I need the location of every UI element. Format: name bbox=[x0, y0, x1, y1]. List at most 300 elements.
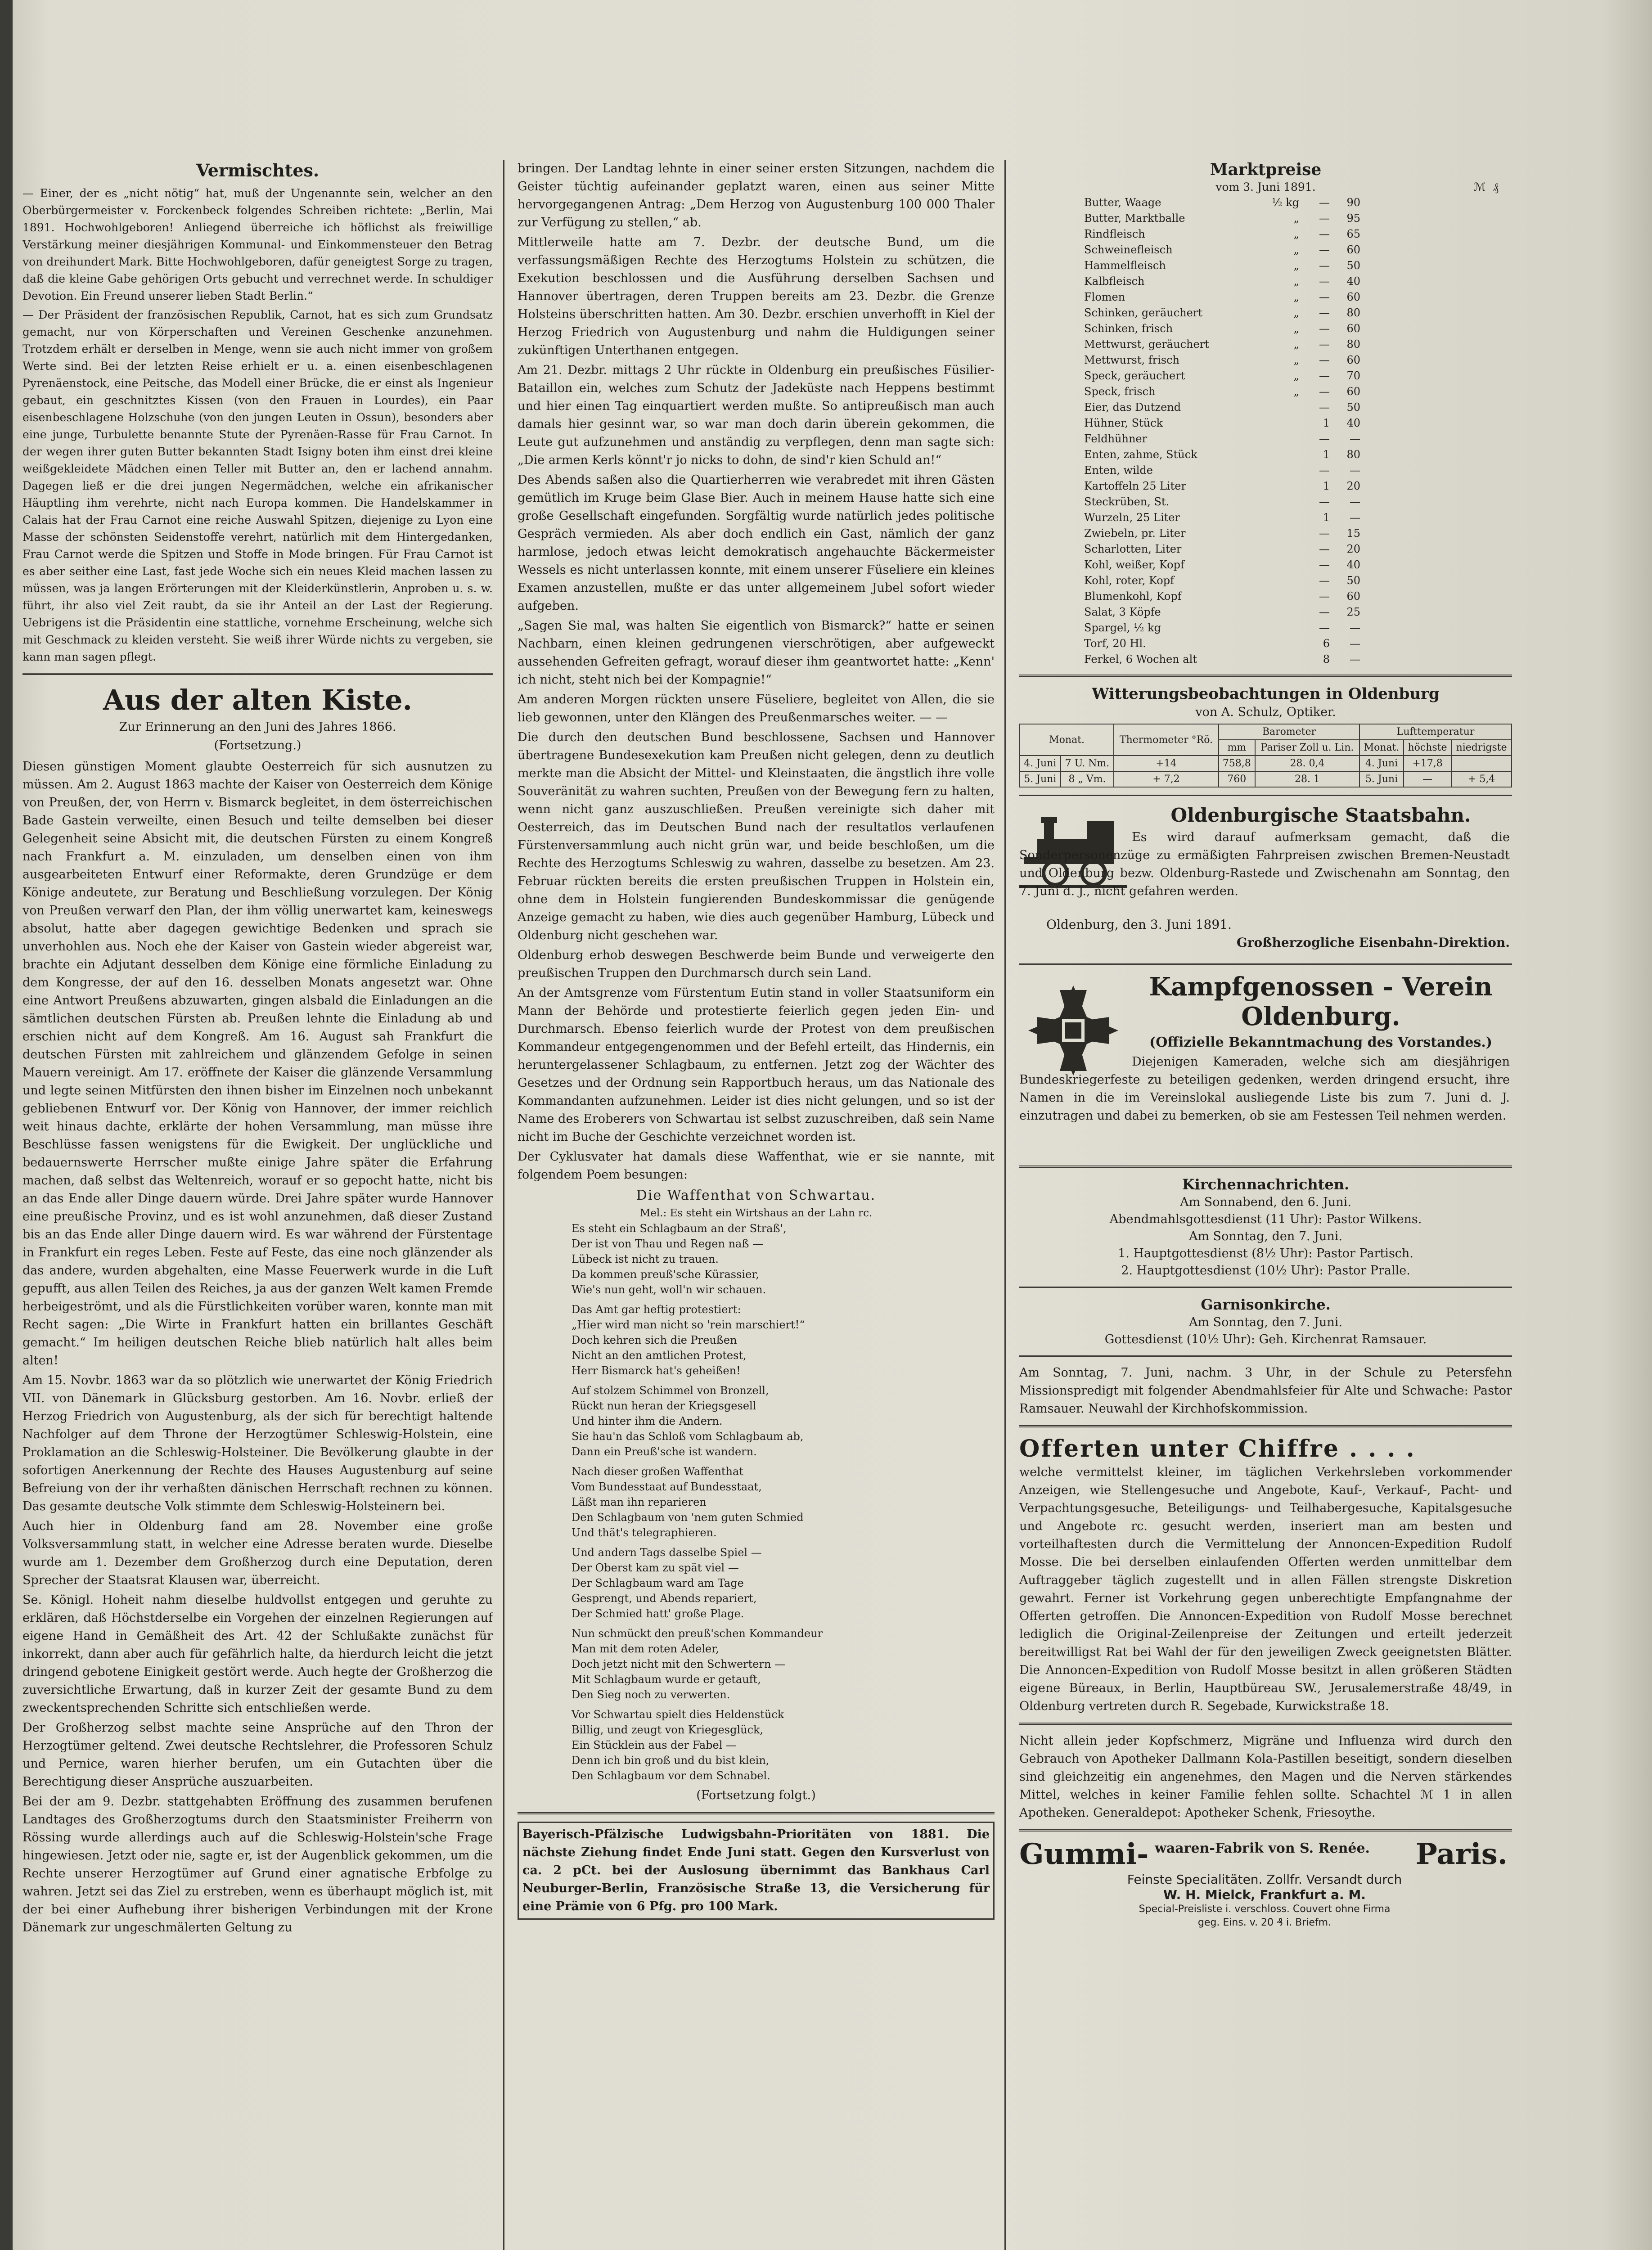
weather-row bbox=[1020, 771, 1512, 787]
article-paragraph: Se. Königl. Hoheit nahm dieselbe huldvollst entgegen und geruhte zu erklären, daß Höchstderselbe ein Vorgehen der einzelnen Regierungen auf eigene Hand in Gemäßheit des Art. 42 der Schlußakte zunächst für inkorrekt, dann aber auch für gefährlich halte, da hierdurch leicht die jetzt dringend gebotene Einigkeit gestört werde. Auch hegte der Großherzog die zuversichtliche Erwartung, daß in kurzer Zeit der gesamte Bund zu dem zweckentsprechenden Schritte sich entschließen werde. bbox=[23, 1593, 493, 1715]
market-mark: — bbox=[1319, 322, 1330, 335]
binding-edge bbox=[0, 0, 13, 2250]
poem-line bbox=[572, 1297, 995, 1302]
market-pfennig: 50 bbox=[1346, 574, 1360, 587]
market-mark: — bbox=[1319, 543, 1330, 555]
market-item: Steckrüben, St. bbox=[1084, 495, 1170, 508]
poem-line: Da kommen preuß'sche Kürassier, bbox=[572, 1268, 759, 1281]
market-row bbox=[1082, 589, 1362, 604]
market-item: Salat, 3 Köpfe bbox=[1084, 606, 1161, 618]
market-row bbox=[1082, 541, 1362, 557]
market-pfennig: 20 bbox=[1346, 543, 1360, 555]
staatsbahn-ad bbox=[1019, 803, 1512, 956]
market-unit: „ bbox=[1293, 338, 1299, 351]
poem-line: Den Schlagbaum vor dem Schnabel. bbox=[572, 1769, 770, 1782]
weather-cell: 28. 1 bbox=[1255, 771, 1359, 787]
kirchennachricht-line: Am Sonnabend, den 6. Juni. bbox=[1180, 1195, 1351, 1209]
market-item: Enten, zahme, Stück bbox=[1084, 448, 1197, 461]
gummi-line-4: Special-Preisliste i. verschloss. Couvert ohne Firma bbox=[1139, 1904, 1391, 1915]
market-item: Wurzeln, 25 Liter bbox=[1084, 511, 1180, 524]
ludwigsbahn-text: Bayerisch-Pfälzische Ludwigsbahn-Prioritäten von 1881. Die nächste Ziehung findet Ende Juni statt. Gegen den Kursverlust von ca. 2 pCt. bei der Auslosung übernimmt das Bankhaus Carl Neuburger-Berlin, Französische Straße 13, die Versicherung für eine Prämie von 6 Pfg. pro 100 Mark. bbox=[522, 1827, 990, 1913]
market-pfennig: 40 bbox=[1346, 558, 1360, 571]
poem-line: Wie's nun geht, woll'n wir schauen. bbox=[572, 1283, 766, 1296]
article-paragraph: Auch hier in Oldenburg fand am 28. November eine große Volksversammlung statt, in welcher eine Adresse beraten wurde. Dieselbe wurde am 1. Dezember dem Großherzog durch eine Deputation, deren Sprecher der Staatsrat Klausen war, überreicht. bbox=[23, 1519, 493, 1587]
market-mark: — bbox=[1319, 606, 1330, 618]
poem-line: Dann ein Preuß'sche ist wandern. bbox=[572, 1445, 757, 1458]
market-item: Kartoffeln 25 Liter bbox=[1084, 480, 1186, 492]
market-unit bbox=[1239, 526, 1301, 541]
poem-line: Man mit dem roten Adeler, bbox=[572, 1642, 719, 1655]
poem-line bbox=[572, 1459, 995, 1464]
market-pfennig: — bbox=[1350, 511, 1360, 524]
market-item: Blumenkohl, Kopf bbox=[1084, 590, 1182, 603]
market-row bbox=[1082, 226, 1362, 242]
poem-continuation: (Fortsetzung folgt.) bbox=[696, 1788, 816, 1802]
market-item: Feldhühner bbox=[1084, 432, 1148, 445]
market-unit bbox=[1239, 620, 1301, 636]
divider bbox=[1019, 675, 1512, 677]
market-item: Spargel, ½ kg bbox=[1084, 621, 1161, 634]
poem-line: Der Oberst kam zu spät viel — bbox=[572, 1562, 739, 1574]
market-item: Rindfleisch bbox=[1084, 228, 1145, 240]
market-unit bbox=[1239, 431, 1301, 447]
market-mark: — bbox=[1319, 228, 1330, 240]
kampfgenossen-place: Oldenburg. bbox=[1241, 1002, 1400, 1031]
market-pfennig: — bbox=[1350, 432, 1360, 445]
market-pfennig: — bbox=[1350, 495, 1360, 508]
weather-cell: +14 bbox=[1114, 756, 1219, 771]
market-pfennig: 60 bbox=[1346, 385, 1360, 398]
market-item: Enten, wilde bbox=[1084, 464, 1153, 477]
market-item: Kohl, roter, Kopf bbox=[1084, 574, 1174, 587]
kiste-subheading: Zur Erinnerung an den Juni des Jahres 1866. bbox=[119, 720, 396, 734]
market-pfennig: 80 bbox=[1346, 306, 1360, 319]
market-unit bbox=[1239, 573, 1301, 589]
article-paragraph: Am anderen Morgen rückten unsere Füseliere, begleitet von Allen, die sie lieb gewonnen, unter den Klängen des Preußenmarsches weiter. — — bbox=[518, 693, 995, 724]
poem-title: Die Waffenthat von Schwartau. bbox=[636, 1188, 876, 1203]
gummi-line-3: W. H. Mielck, Frankfurt a. M. bbox=[1163, 1887, 1366, 1902]
market-item: Hammelfleisch bbox=[1084, 259, 1166, 272]
market-row bbox=[1082, 510, 1362, 526]
market-unit: „ bbox=[1293, 369, 1299, 382]
market-unit: „ bbox=[1293, 259, 1299, 272]
poem-line: Läßt man ihn reparieren bbox=[572, 1496, 707, 1508]
market-pfennig: 80 bbox=[1346, 338, 1360, 351]
garnisonkirche-list bbox=[1019, 1314, 1512, 1348]
market-unit bbox=[1239, 415, 1301, 431]
market-date-row bbox=[1019, 180, 1512, 195]
market-unit bbox=[1239, 447, 1301, 463]
poem-line: Den Schlagbaum von 'nem guten Schmied bbox=[572, 1511, 804, 1524]
market-unit: „ bbox=[1293, 306, 1299, 319]
poem-line: Der Schmied hatt' große Plage. bbox=[572, 1607, 744, 1620]
market-row bbox=[1082, 652, 1362, 667]
gummi-line-2: Feinste Specialitäten. Zollfr. Versandt durch bbox=[1127, 1872, 1402, 1887]
weather-cell: 758,8 bbox=[1219, 756, 1255, 771]
market-mark: — bbox=[1319, 558, 1330, 571]
weather-heading: Witterungsbeobachtungen in Oldenburg bbox=[1092, 685, 1440, 703]
market-pfennig: 95 bbox=[1346, 212, 1360, 225]
kampfgenossen-ad bbox=[1019, 972, 1512, 1197]
staatsbahn-text: Es wird darauf aufmerksam gemacht, daß die Sonderpersonenzüge zu ermäßigten Fahrpreisen zwischen Bremen-Neustadt und Oldenburg bezw. Oldenburg-Rastede und Zwischenahn am Sonntag, den 7. Juni d. J., nicht gefahren werden. bbox=[1019, 830, 1510, 898]
market-pfennig: 20 bbox=[1346, 480, 1360, 492]
market-item: Schinken, geräuchert bbox=[1084, 306, 1202, 319]
market-item: Schweinefleisch bbox=[1084, 243, 1173, 256]
market-row bbox=[1082, 478, 1362, 494]
market-row bbox=[1082, 636, 1362, 652]
market-pfennig: 60 bbox=[1346, 354, 1360, 366]
weather-col-min: niedrigste bbox=[1451, 740, 1512, 756]
market-mark: — bbox=[1319, 259, 1330, 272]
market-mark: — bbox=[1319, 369, 1330, 382]
column-rule-2 bbox=[1004, 160, 1006, 2250]
market-pfennig: 60 bbox=[1346, 243, 1360, 256]
poem-line: Nicht an den amtlichen Protest, bbox=[572, 1349, 747, 1362]
market-heading: Marktpreise bbox=[1210, 160, 1322, 179]
poem-line: Herr Bismarck hat's geheißen! bbox=[572, 1364, 741, 1377]
vermischtes-heading: Vermischtes. bbox=[196, 160, 320, 180]
market-row bbox=[1082, 211, 1362, 226]
market-item: Torf, 20 Hl. bbox=[1084, 637, 1146, 650]
market-mark: — bbox=[1319, 385, 1330, 398]
article-paragraph: bringen. Der Landtag lehnte in einer seiner ersten Sitzungen, nachdem die Geister tüchtig aufeinander geplatzt waren, einen aus seiner Mitte hervorgegangenen Antrag: „Dem Herzog von Augustenburg 100 000 Thaler zur Verfügung zu stellen,“ ab. bbox=[518, 162, 995, 230]
kirchennachricht-line: 2. Hauptgottesdienst (10½ Uhr): Pastor Pralle. bbox=[1121, 1264, 1410, 1278]
market-unit bbox=[1239, 557, 1301, 573]
weather-cell: + 7,2 bbox=[1114, 771, 1219, 787]
column-middle bbox=[518, 160, 995, 2250]
kirchennachricht-line: Am Sonntag, den 7. Juni. bbox=[1188, 1229, 1342, 1243]
market-item: Zwiebeln, pr. Liter bbox=[1084, 527, 1186, 540]
divider bbox=[1019, 1723, 1512, 1725]
weather-cell: 760 bbox=[1219, 771, 1255, 787]
market-unit: „ bbox=[1293, 212, 1299, 225]
divider bbox=[518, 1812, 995, 1814]
weather-col-zoll: Pariser Zoll u. Lin. bbox=[1255, 740, 1359, 756]
weather-table bbox=[1019, 724, 1512, 788]
market-unit: „ bbox=[1293, 291, 1299, 303]
market-row bbox=[1082, 557, 1362, 573]
kampfgenossen-subheading: (Offizielle Bekanntmachung des Vorstandes.) bbox=[1149, 1035, 1492, 1050]
market-row bbox=[1082, 195, 1362, 211]
article-paragraph: An der Amtsgrenze vom Fürstentum Eutin stand in voller Staatsuniform ein Mann der Behörde und protestierte feierlich gegen jeden Ein- und Durchmarsch. Ebenso feierlich wurde der Protest von dem preußischen Kommandeur entgegengenommen und der Befehl erteilt, das Hindernis, ein heruntergelassener Schlagbaum, zu entfernen. Jetzt zog der Wächter des Gesetzes und der Ordnung sein Rapportbuch heraus, um das Nationale des Kommandanten aufzunehmen. Leider ist dies nicht gelungen, und so ist der Name des Eroberers von Schwartau ist selbst zuzuschreiben, daß sein Name nicht im Buche der Geschichte verzeichnet worden ist. bbox=[518, 986, 995, 1144]
poem-line: Nun schmückt den preuß'schen Kommandeur bbox=[572, 1627, 823, 1640]
weather-cell: 4. Juni bbox=[1020, 756, 1061, 771]
article-paragraph: Der Cyklusvater hat damals diese Waffenthat, wie er sie nannte, mit folgendem Poem besungen: bbox=[518, 1150, 995, 1182]
market-row bbox=[1082, 242, 1362, 258]
poem-line bbox=[572, 1540, 995, 1545]
market-mark: — bbox=[1319, 212, 1330, 225]
market-item: Speck, frisch bbox=[1084, 385, 1156, 398]
poem-line: Lübeck ist nicht zu trauen. bbox=[572, 1253, 719, 1265]
weather-col-mm: mm bbox=[1219, 740, 1255, 756]
kirchennachricht-line: 1. Hauptgottesdienst (8½ Uhr): Pastor Partisch. bbox=[1118, 1246, 1413, 1260]
market-row bbox=[1082, 305, 1362, 321]
market-mark: — bbox=[1319, 275, 1330, 288]
weather-group-barometer: Barometer bbox=[1219, 724, 1359, 740]
market-unit bbox=[1239, 400, 1301, 415]
weather-cell: +17,8 bbox=[1404, 756, 1451, 771]
article-paragraph: Bei der am 9. Dezbr. stattgehabten Eröffnung des zusammen berufenen Landtages des Großherzogtums durch den Staatsminister Freiherrn von Rössing wurde allerdings auch auf die Schleswig-Holstein'sche Frage hingewiesen. Jetzt oder nie, sagte er, ist der Augenblick gekommen, um die Rechte unserer Herzogtümer auf Grund einer agnatische Erbfolge zu wahren. Jetzt sei das Ziel zu erstreben, wenn es überhaupt möglich ist, mit der bei einer Aufhebung ihrer bisherigen Verbindungen mit der Krone Dänemark zur ungeschmälerten Geltung zu bbox=[23, 1795, 493, 1935]
market-item: Scharlotten, Liter bbox=[1084, 543, 1182, 555]
divider bbox=[1019, 795, 1512, 796]
market-item: Kalbfleisch bbox=[1084, 275, 1145, 288]
market-unit bbox=[1239, 463, 1301, 478]
poem-line: Vor Schwartau spielt dies Heldenstück bbox=[572, 1708, 784, 1721]
poem-line: Es steht ein Schlagbaum an der Straß', bbox=[572, 1222, 787, 1235]
vermischtes-paragraph: — Einer, der es „nicht nötig“ hat, muß der Ungenannte sein, welcher an den Oberbürgermeister v. Forckenbeck folgendes Schreiben richtete: „Berlin, Mai 1891. Hochwohlgeboren! Anliegend überreiche ich höflichst als freiwillige Verstärkung meiner diesjährigen Kommunal- und Einkommensteuer den Betrag von dreihundert Mark. Bitte Hochwohlgeboren, dafür geneigtest Sorge zu tragen, daß die kleine Gabe gehörigen Orts gebucht und verrechnet werde. In schuldiger Devotion. Ein Freund unserer lieben Stadt Berlin.“ bbox=[23, 187, 493, 302]
market-row bbox=[1082, 274, 1362, 289]
market-row bbox=[1082, 431, 1362, 447]
article-paragraph: Oldenburg erhob deswegen Beschwerde beim Bunde und verweigerte den preußischen Truppen den Durchmarsch durch sein Land. bbox=[518, 948, 995, 980]
market-row bbox=[1082, 368, 1362, 384]
weather-col-month2: Monat. bbox=[1359, 740, 1404, 756]
article-paragraph: Die durch den deutschen Bund beschlossene, Sachsen und Hannover übertragene Bundesexekution kam Preußen nicht gelegen, denn zu deutlich merkte man die Absicht der Mittel- und Kleinstaaten, die ängstlich ihre volle Souveränität zu wahren suchten, Preußen von der Bewegung fern zu halten, wenn nicht ganz auszuschließen. Preußen vereinigte sich daher mit Oesterreich, das im Deutschen Bund nach der resultatlos verlaufenen Fürstenversammlung auch nicht grün war, und beide beschloßen, um die Rechte des Herzogtums Schleswig zu wahren, dasselbe zu besetzen. Am 23. Februar rückten bereits die ersten preußischen Truppen in Holstein ein, ohne dem in Holstein fungierenden Bundeskommissar die genügende Anzeige gemacht zu haben, wie dies auch gegenüber Hamburg, Lübeck und Oldenburg nicht geschehen war. bbox=[518, 730, 995, 942]
market-mark: — bbox=[1319, 354, 1330, 366]
divider bbox=[1019, 1829, 1512, 1832]
market-row bbox=[1082, 384, 1362, 400]
staatsbahn-date: Oldenburg, den 3. Juni 1891. bbox=[1046, 917, 1232, 932]
poem-line bbox=[572, 1621, 995, 1626]
market-unit bbox=[1239, 589, 1301, 604]
poem-line: Und andern Tags dasselbe Spiel — bbox=[572, 1546, 762, 1559]
market-mark: 1 bbox=[1323, 480, 1330, 492]
market-item: Eier, das Dutzend bbox=[1084, 401, 1181, 414]
gummi-line-5: geg. Eins. v. 20 ₰ i. Briefm. bbox=[1197, 1917, 1332, 1928]
market-mark: — bbox=[1319, 527, 1330, 540]
market-unit: „ bbox=[1293, 322, 1299, 335]
gummi-paris: Paris. bbox=[1415, 1837, 1508, 1871]
market-row bbox=[1082, 604, 1362, 620]
market-item: Butter, Waage bbox=[1084, 196, 1161, 209]
market-mark: 1 bbox=[1323, 448, 1330, 461]
market-pfennig: 90 bbox=[1346, 196, 1360, 209]
market-pfennig: 60 bbox=[1346, 322, 1360, 335]
gummi-fabrik: waaren-Fabrik von S. Renée. bbox=[1155, 1840, 1370, 1856]
poem-line: Und hinter ihm die Andern. bbox=[572, 1415, 723, 1427]
market-mark: — bbox=[1319, 291, 1330, 303]
kiste-heading: Aus der alten Kiste. bbox=[103, 684, 413, 716]
poem-line: Doch kehren sich die Preußen bbox=[572, 1334, 737, 1346]
market-row bbox=[1082, 289, 1362, 305]
kirchennachrichten-heading: Kirchennachrichten. bbox=[1182, 1176, 1350, 1193]
article-paragraph: Am 15. Novbr. 1863 war da so plötzlich wie unerwartet der König Friedrich VII. von Dänemark in Glücksburg gestorben. Am 16. Novbr. erließ der Herzog Friedrich von Augustenburg, als der sich für berechtigt haltende Nachfolger auf dem Throne der Herzogtümer Schleswig-Holstein, eine Proklamation an die Schleswig-Holsteiner. Die Bevölkerung glaubte in der sofortigen Anerkennung der Rechte des Hauses Augustenburg auf seine Befreiung von der ihr verhaßten dänischen Herrschaft rechnen zu können. Das gesamte deutsche Volk stimmte dem Schleswig-Holsteinern bei. bbox=[23, 1373, 493, 1513]
poem-line: Ein Stücklein aus der Fabel — bbox=[572, 1739, 737, 1751]
offerten-heading: Offerten unter Chiffre . . . . bbox=[1019, 1435, 1416, 1462]
article-paragraph: Am 21. Dezbr. mittags 2 Uhr rückte in Oldenburg ein preußisches Füsilier-Bataillon ein, welches zum Schutz der Jadeküste nach Heppens bestimmt und hier einen Tag einquartiert werden mußte. So antipreußisch man auch damals hier gesinnt war, so war man doch darin überein gekommen, die Leute gut aufzunehmen und anständig zu verpflegen, denn man sagte sich: „Die armen Kerls könnt'r jo nicks to dohn, de sind'r kien Schuld an!“ bbox=[518, 363, 995, 467]
market-mark: 6 bbox=[1323, 637, 1330, 650]
poem-line: „Hier wird man nicht so 'rein marschiert!“ bbox=[572, 1318, 805, 1331]
market-row bbox=[1082, 463, 1362, 478]
garnisonkirche-heading: Garnisonkirche. bbox=[1201, 1296, 1331, 1313]
kirchennachrichten-list bbox=[1019, 1194, 1512, 1279]
market-item: Mettwurst, frisch bbox=[1084, 354, 1180, 366]
market-pfennig: 50 bbox=[1346, 259, 1360, 272]
weather-cell: 8 „ Vm. bbox=[1061, 771, 1114, 787]
market-unit bbox=[1239, 478, 1301, 494]
weather-cell: 7 U. Nm. bbox=[1061, 756, 1114, 771]
market-unit: ½ kg bbox=[1272, 196, 1299, 209]
market-row bbox=[1082, 337, 1362, 352]
column-right bbox=[1019, 160, 1512, 2250]
weather-subheading: von A. Schulz, Optiker. bbox=[1195, 705, 1336, 719]
weather-group-lufttemp: Lufttemperatur bbox=[1359, 724, 1512, 740]
staatsbahn-heading: Oldenburgische Staatsbahn. bbox=[1170, 804, 1471, 826]
article-paragraph: „Sagen Sie mal, was halten Sie eigentlich von Bismarck?“ hatte er seinen Nachbarn, einen kleinen gedrungenen vierschrötigen, aber aufgeweckt aussehenden Gefreiten gefragt, worauf dieser ihm geantwortet hatte: „Kenn' ich nicht, steht nich bei der Kompagnie!“ bbox=[518, 619, 995, 687]
market-row bbox=[1082, 415, 1362, 431]
market-unit bbox=[1239, 510, 1301, 526]
weather-cell: 4. Juni bbox=[1359, 756, 1404, 771]
divider bbox=[23, 673, 493, 675]
garnisonkirche-line: Am Sonntag, den 7. Juni. bbox=[1188, 1315, 1342, 1329]
garnisonkirche-line: Gottesdienst (10½ Uhr): Geh. Kirchenrat Ramsauer. bbox=[1104, 1332, 1427, 1346]
article-paragraph: Des Abends saßen also die Quartierherren wie verabredet mit ihren Gästen gemütlich im Kruge beim Glase Bier. Auch in meinem Hause hatte sich eine große Gesellschaft eingefunden. Sorgfältig wurde natürlich jedes politische Gespräch vermieden. Als aber doch endlich ein Gast, nämlich der ganz harmlose, jedoch etwas leicht demokratisch angehauchte Bäckermeister Wessels es nicht unterlassen konnte, mit einem unserer Füseliere ein kleines Examen anzustellen, mußte er das unter allgemeinem Jubel sofort wieder aufgeben. bbox=[518, 473, 995, 613]
market-pfennig: 25 bbox=[1346, 606, 1360, 618]
market-pfennig: 50 bbox=[1346, 401, 1360, 414]
poem-line: Gesprengt, und Abends repariert, bbox=[572, 1592, 757, 1605]
market-pfennig: 60 bbox=[1346, 291, 1360, 303]
market-row bbox=[1082, 620, 1362, 636]
offerten-text: welche vermittelst kleiner, im täglichen Verkehrsleben vorkommender Anzeigen, wie Stellengesuche und Angebote, Kauf-, Verkauf-, Pacht- und Verpachtungsgesuche, Beteiligungs- und Teilhabergesuche, Kapitalsgesuche und Angebote rc. gesucht werden, inseriert man am besten und vorteilhaftesten durch die Vermittelung der Annoncen-Expedition Rudolf Mosse. Die bei derselben einlaufenden Offerten werden unmittelbar dem Auftraggeber täglich zugestellt und in allen Fällen strengste Diskretion gewahrt. Ferner ist Vorkehrung gegen unberechtigte Empfangnahme der Offerten getroffen. Die Annoncen-Expedition von Rudolf Mosse berechnet lediglich die Original-Zeilenpreise der Zeitungen und erteilt jederzeit bereitwilligst Rat bei Wahl der für den jeweiligen Zweck geeignetsten Blätter. Die Annoncen-Expedition von Rudolf Mosse besitzt in allen größeren Städten eigene Büreaux, in Berlin, Hauptbüreau SW., Jerusalemerstraße 48/49, in Oldenburg vertreten durch R. Segebade, Kurwickstraße 18. bbox=[1019, 1465, 1512, 1713]
missionspredigt-text: Am Sonntag, 7. Juni, nachm. 3 Uhr, in der Schule zu Petersfehn Missionspredigt mit folgender Abendmahlsfeier für Alte und Schwache: Pastor Ramsauer. Neuwahl der Kirchhofskommission. bbox=[1019, 1366, 1512, 1416]
market-item: Kohl, weißer, Kopf bbox=[1084, 558, 1184, 571]
market-mark: — bbox=[1319, 574, 1330, 587]
market-unit: „ bbox=[1293, 275, 1299, 288]
market-mark: — bbox=[1319, 243, 1330, 256]
market-unit bbox=[1239, 604, 1301, 620]
vermischtes-paragraph: — Der Präsident der französischen Republik, Carnot, hat es sich zum Grundsatz gemacht, nur von Körperschaften und Vereinen Geschenke anzunehmen. Trotzdem erhält er derselben in Menge, wenn sie auch nicht immer von großem Werte sind. Bei der letzten Reise erhielt er u. a. einen eisenbeschlagenen Pyrenäenstock, eine Peitsche, das Modell einer Brücke, die er einst als Ingenieur gebaut, ein geschnitztes Kissen (von den Frauen in Lourdes), ein Paar eisenbeschlagene Holzschuhe (von den jungen Leuten in Ossun), besonders aber eine junge, Turbulette benannte Stute der Pyrenäen-Rasse für Frau Carnot. In der wegen ihrer guten Butter bekannten Stadt Isigny boten ihm einst drei kleine weißgekleidete Mädchen einen Teller mit Butter an, den er lachend annahm. Dagegen ließ er die drei jungen Negermädchen, welche ein afrikanischer Häuptling ihm verehrte, nicht nach Europa kommen. Die Handelskammer in Calais hat der Frau Carnot eine reiche Auswahl Spitzen, diejenige zu Lyon eine Masse der schönsten Seidenstoffe verehrt, natürlich mit dem Hintergedanken, Frau Carnot werde die Spitzen und Stoffe in Mode bringen. Für Frau Carnot ist es aber seither eine Last, fast jede Woche sich ein neues Kleid machen lassen zu müssen, was ja langen Erörterungen mit der Kleiderkünstlerin, Anproben u. s. w. führt, ihr also viel Zeit raubt, da sie ihr Anteil an der Last der Regierung. Uebrigens ist die Präsidentin eine stattliche, vornehme Erscheinung, welche sich mit Geschmack zu kleiden versteht. Sie weiß ihrer Würde nichts zu vergeben, sie kann man sagen pflegt. bbox=[23, 308, 493, 663]
market-mark: 8 bbox=[1323, 653, 1330, 666]
kampfgenossen-text: Diejenigen Kameraden, welche sich am diesjährigen Bundeskriegerfeste zu beteiligen gedenken, werden dringend ersucht, ihre Namen in die im Vereinslokal ausliegende Liste bis zum 7. Juni d. J. einzutragen und dabei zu bemerken, ob sie am Festessen Teil nehmen werden. bbox=[1019, 1055, 1510, 1123]
ludwigsbahn-ad bbox=[518, 1822, 995, 1920]
market-mark: — bbox=[1319, 495, 1330, 508]
weather-cell: 5. Juni bbox=[1359, 771, 1404, 787]
weather-row bbox=[1020, 756, 1512, 771]
market-unit bbox=[1239, 652, 1301, 667]
poem-line: Billig, und zeugt von Kriegesglück, bbox=[572, 1724, 764, 1736]
market-row bbox=[1082, 258, 1362, 274]
poem-line: Vom Bundesstaat auf Bundesstaat, bbox=[572, 1480, 762, 1493]
market-pfennig: 40 bbox=[1346, 417, 1360, 429]
kampfgenossen-heading: Kampfgenossen - Verein bbox=[1149, 972, 1493, 1002]
market-item: Schinken, frisch bbox=[1084, 322, 1173, 335]
market-mark: — bbox=[1319, 621, 1330, 634]
market-row bbox=[1082, 321, 1362, 337]
kirchennachricht-line: Abendmahlsgottesdienst (11 Uhr): Pastor Wilkens. bbox=[1109, 1212, 1422, 1226]
staatsbahn-signature: Großherzogliche Eisenbahn-Direktion. bbox=[1236, 935, 1510, 950]
market-pfennig: 15 bbox=[1346, 527, 1360, 540]
weather-cell: — bbox=[1404, 771, 1451, 787]
weather-col-max: höchste bbox=[1404, 740, 1451, 756]
poem-line: Nach dieser großen Waffenthat bbox=[572, 1465, 743, 1478]
market-price-table bbox=[1082, 195, 1362, 667]
gummi-ad bbox=[1019, 1839, 1512, 1933]
divider bbox=[1019, 1425, 1512, 1427]
market-row bbox=[1082, 526, 1362, 541]
market-pfennig: 65 bbox=[1346, 228, 1360, 240]
poem-line: Auf stolzem Schimmel von Bronzell, bbox=[572, 1384, 769, 1397]
poem-line: Das Amt gar heftig protestiert: bbox=[572, 1303, 741, 1316]
column-rule-1 bbox=[503, 160, 504, 2250]
poem-line: Rückt nun heran der Kriegsgesell bbox=[572, 1400, 756, 1412]
poem-body bbox=[518, 1221, 995, 1783]
market-mark: — bbox=[1319, 196, 1330, 209]
market-mark: — bbox=[1319, 338, 1330, 351]
gummi-word: Gummi- bbox=[1019, 1837, 1149, 1871]
market-unit: „ bbox=[1293, 243, 1299, 256]
market-mark: — bbox=[1319, 464, 1330, 477]
weather-cell: + 5,4 bbox=[1451, 771, 1512, 787]
market-unit bbox=[1239, 494, 1301, 510]
market-date: vom 3. Juni 1891. bbox=[1215, 180, 1316, 194]
mark-unit: ℳ bbox=[1473, 180, 1486, 194]
market-row bbox=[1082, 494, 1362, 510]
market-unit bbox=[1239, 541, 1301, 557]
divider bbox=[1019, 1287, 1512, 1288]
market-mark: 1 bbox=[1323, 417, 1330, 429]
market-mark: — bbox=[1319, 432, 1330, 445]
kola-pastillen-text: Nicht allein jeder Kopfschmerz, Migräne und Influenza wird durch den Gebrauch von Apotheker Dallmann Kola-Pastillen beseitigt, sondern dieselben sind gleichzeitig ein angenehmes, den Magen und die Nerven stärkendes Mittel, welches in keiner Familie fehlen sollte. Schachtel ℳ 1 in allen Apotheken. Generaldepot: Apotheker Schenk, Friesoythe. bbox=[1019, 1734, 1512, 1820]
market-row bbox=[1082, 447, 1362, 463]
weather-cell bbox=[1451, 756, 1512, 771]
market-pfennig: — bbox=[1350, 637, 1360, 650]
market-item: Speck, geräuchert bbox=[1084, 369, 1185, 382]
poem-melody: Mel.: Es steht ein Wirtshaus an der Lahn rc. bbox=[639, 1207, 873, 1219]
kiste-continuation: (Fortsetzung.) bbox=[214, 738, 302, 752]
market-mark: 1 bbox=[1323, 511, 1330, 524]
poem-line: Der ist von Thau und Regen naß — bbox=[572, 1238, 764, 1250]
poem-line: Den Sieg noch zu verwerten. bbox=[572, 1688, 730, 1701]
market-unit: „ bbox=[1293, 385, 1299, 398]
market-row bbox=[1082, 352, 1362, 368]
market-unit bbox=[1239, 636, 1301, 652]
market-mark: — bbox=[1319, 590, 1330, 603]
poem-line: Mit Schlagbaum wurde er getauft, bbox=[572, 1673, 761, 1686]
weather-cell: 5. Juni bbox=[1020, 771, 1061, 787]
poem-line: Denn ich bin groß und du bist klein, bbox=[572, 1754, 770, 1767]
market-row bbox=[1082, 573, 1362, 589]
weather-cell: 28. 0,4 bbox=[1255, 756, 1359, 771]
weather-col-month: Monat. bbox=[1020, 724, 1114, 756]
market-mark: — bbox=[1319, 306, 1330, 319]
market-pfennig: — bbox=[1350, 464, 1360, 477]
market-row bbox=[1082, 400, 1362, 415]
market-pfennig: — bbox=[1350, 621, 1360, 634]
market-item: Ferkel, 6 Wochen alt bbox=[1084, 653, 1197, 666]
market-unit: „ bbox=[1293, 228, 1299, 240]
market-pfennig: 60 bbox=[1346, 590, 1360, 603]
market-item: Hühner, Stück bbox=[1084, 417, 1163, 429]
market-mark: — bbox=[1319, 401, 1330, 414]
poem-line: Der Schlagbaum ward am Tage bbox=[572, 1577, 744, 1589]
article-paragraph: Der Großherzog selbst machte seine Ansprüche auf den Thron der Herzogtümer geltend. Zwei deutsche Rechtslehrer, die Professoren Schulz und Pernice, waren hierher berufen, um ein Gutachten über die Berechtigung dieser Ansprüche auszuarbeiten. bbox=[23, 1721, 493, 1789]
weather-col-thermo: Thermometer °Rö. bbox=[1114, 724, 1219, 756]
poem-line bbox=[572, 1702, 995, 1707]
article-paragraph: Diesen günstigen Moment glaubte Oesterreich für sich ausnutzen zu müssen. Am 2. August 1863 machte der Kaiser von Oesterreich dem Könige von Preußen, der, von Herrn v. Bismarck begleitet, in dem österreichischen Bade Gastein verweilte, einen Besuch und teilte demselben bei dieser Gelegenheit seine Absicht mit, die deutschen Fürsten zu einem Kongreß nach Frankfurt a. M. einzuladen, um denselben einen von ihm ausgearbeiteten Entwurf einer Reformakte, deren Grundzüge er dem Könige andeutete, zur Beratung und Beschließung vorzulegen. Der König von Preußen verwarf den Plan, der ihm völlig unerwartet kam, keineswegs absolut, hatte aber dagegen gewichtige Bedenken und sprach sie unverhohlen aus. Noch ehe der Kaiser von Gastein wieder abgereist war, brachte ein Adjutant desselben dem Könige eine förmliche Einladung zu dem Kongresse, der auf den 16. desselben Monats angesetzt war. Ohne eine Antwort Preußens abzuwarten, gingen alsbald die Einladungen an die sämtlichen deutschen Fürsten ab. Preußen lehnte die Einladung ab und erschien nicht auf dem Kongreß. Am 16. August sah Frankfurt die deutschen Fürsten mit zahlreichem und glänzendem Gefolge in seinen Mauern vereinigt. Am 17. eröffnete der Kaiser die glänzende Versammlung und legte seinen Mitfürsten den ihnen bisher im Einzelnen noch unbekannt gebliebenen Entwurf vor. Der König von Hannover, der immer reichlich weit hinaus dachte, erklärte der hohen Versammlung, man müsse ihre Beschlüsse fassen wenigstens für die Ewigkeit. Der unglückliche und bedauernswerte Herrscher mußte einige Jahre später die Erfahrung machen, daß selbst das Weltenreich, worauf er so gepocht hatte, nicht bis an das Ende aller Dinge dauern würde. Drei Jahre später wurde Hannover eine preußische Provinz, und es ist wohl anzunehmen, daß dieser Zustand bis an das Ende aller Dinge dauern wird. Es war während der Fürstentage in Frankfurt ein reges Leben. Feste auf Feste, das eine noch glänzender als das andere, wurden abgehalten, eine Masse Feuerwerk wurde in die Luft gepufft, aus allen Teilen des Reiches, ja aus der ganzen Welt kamen Fremde herbeigeströmt, und als die Fürstlichkeiten vorüber waren, konnte man mit Recht sagen: „Die Wirte in Frankfurt hatten ein brillantes Geschäft gemacht.“ Im heiligen deutschen Reiche blieb natürlich halt alles beim alten! bbox=[23, 760, 493, 1368]
market-pfennig: 40 bbox=[1346, 275, 1360, 288]
column-left bbox=[23, 160, 493, 2250]
divider bbox=[1019, 1355, 1512, 1357]
article-paragraph: Mittlerweile hatte am 7. Dezbr. der deutsche Bund, um die verfassungsmäßigen Rechte des Herzogtums Holstein zu schützen, die Exekution beschlossen und die Ausführung derselben Sachsen und Hannover übertragen, deren Truppen bereits am 23. Dezbr. die Grenze Holsteins überschritten hatten. Am 30. Dezbr. erschien unverhofft in Kiel der Herzog Friedrich von Augustenburg und nahm die Huldigungen seiner zukünftigen Unterthanen entgegen. bbox=[518, 235, 995, 357]
market-pfennig: — bbox=[1350, 653, 1360, 666]
divider bbox=[1019, 963, 1512, 965]
market-item: Butter, Marktballe bbox=[1084, 212, 1185, 225]
poem-line: Und thät's telegraphieren. bbox=[572, 1526, 717, 1539]
market-unit: „ bbox=[1293, 354, 1299, 366]
pfennig-unit: ₰ bbox=[1493, 180, 1499, 194]
poem-line: Sie hau'n das Schloß vom Schlagbaum ab, bbox=[572, 1430, 804, 1443]
market-item: Mettwurst, geräuchert bbox=[1084, 338, 1209, 351]
market-item: Flomen bbox=[1084, 291, 1125, 303]
